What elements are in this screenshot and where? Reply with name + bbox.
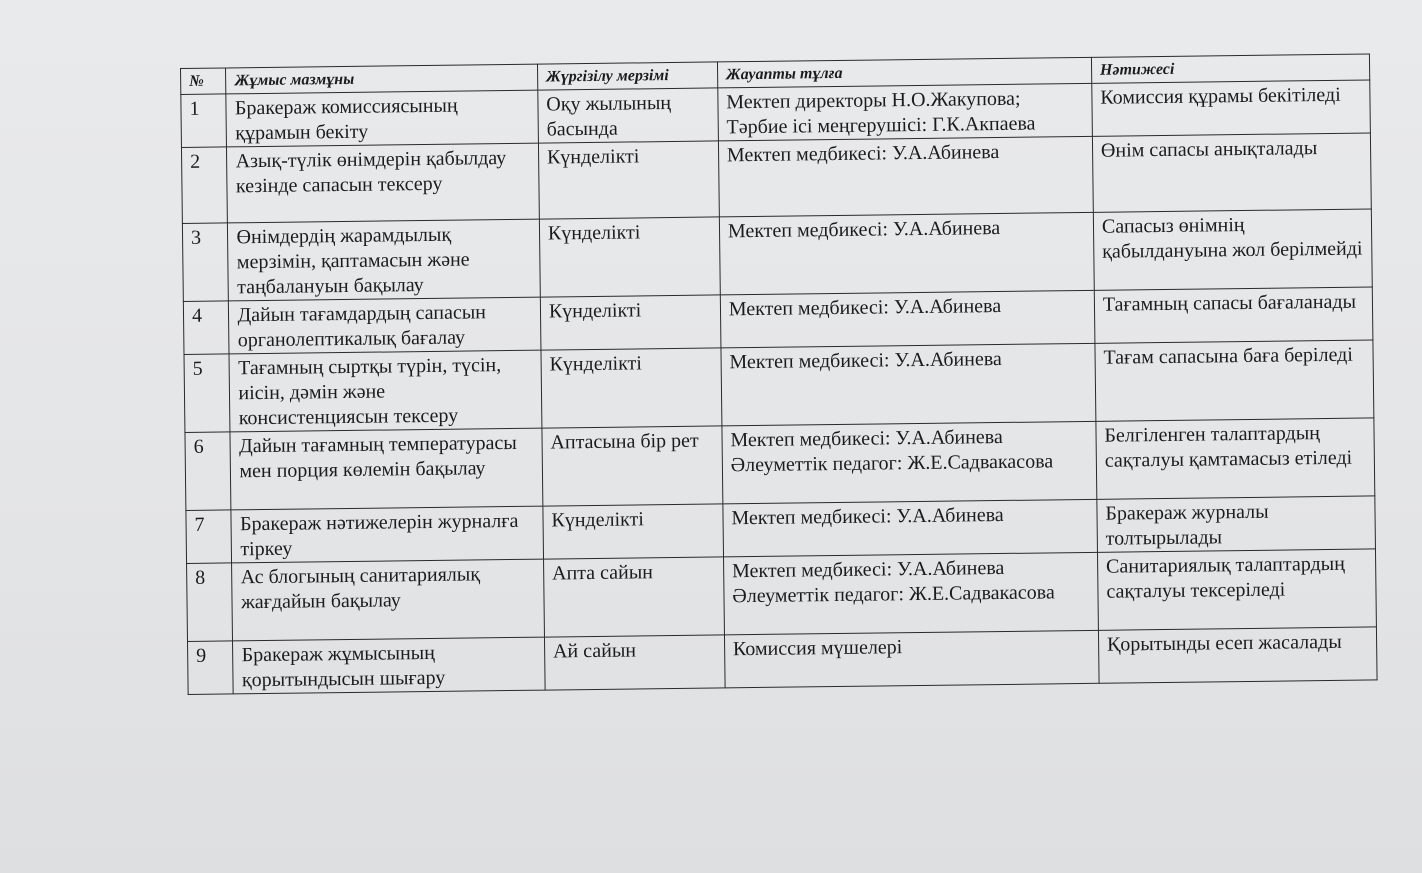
row-task: Өнімдердің жарамдылық мерзімін, қаптамасын және таңбалануын бақылау [228,219,540,301]
row-period: Апта сайын [543,557,724,637]
row-responsible: Мектеп медбикесі: У.А.Абинева [719,212,1094,295]
row-period: Күнделікті [540,295,721,350]
row-responsible: Мектеп директоры Н.О.Жакупова; Тәрбие ісі меңгерушісі: Г.К.Акпаева [718,83,1093,141]
header-period: Жүргізілу мерзімі [537,62,717,90]
table-row [181,133,1371,224]
row-number: 5 [184,354,230,433]
row-task: Бракераж комиссиясының құрамын бекіту [226,90,538,147]
row-responsible: Мектеп медбикесі: У.А.Абинева [723,499,1098,557]
row-task: Азық-түлік өнімдерін қабылдау кезінде сапасын тексеру [227,143,539,223]
row-number: 4 [183,301,229,355]
table-row [182,209,1372,302]
row-task: Дайын тағамдардың сапасын органолептикалық бағалау [229,297,541,354]
row-period: Аптасына бір рет [542,426,723,506]
row-task: Ас блогының санитариялық жағдайын бақылау [232,559,544,641]
table-row [184,340,1374,433]
row-period: Күнделікті [538,141,719,219]
row-responsible: Комиссия мүшелері [724,630,1099,688]
row-result: Қорытынды есеп жасалады [1098,627,1377,683]
row-number: 7 [186,510,232,564]
row-responsible: Мектеп медбикесі: У.А.Абинева Әлеуметтік педагог: Ж.Е.Садвакасова [723,552,1098,635]
row-task: Бракераж жұмысының қорытындысын шығару [233,637,545,694]
row-result: Комиссия құрамы бекітіледі [1092,80,1371,136]
row-task: Дайын тағамның температурасы мен порция көлемін бақылау [230,428,542,510]
row-number: 9 [188,641,234,695]
brakerage-plan-table [180,53,1378,694]
row-result: Тағамның сапасы бағаланады [1094,287,1373,343]
row-period: Күнделікті [543,504,724,559]
row-number: 1 [181,94,227,148]
row-task: Бракераж нәтижелерін журналға тіркеу [231,506,543,563]
row-result: Сапасыз өнімнің қабылдануына жол берілмейді [1093,209,1372,290]
header-task: Жұмыс мазмұны [226,64,538,94]
header-responsible: Жауапты тұлға [717,57,1091,88]
row-number: 8 [187,563,233,642]
row-number: 6 [185,432,231,511]
row-result: Өнім сапасы анықталады [1092,133,1371,212]
header-result: Нәтижесі [1091,54,1369,83]
row-responsible: Мектеп медбикесі: У.А.Абинева [718,136,1093,217]
row-result: Бракераж журналы толтырылады [1097,496,1376,552]
header-number: № [181,68,227,95]
row-period: Күнделікті [541,348,722,428]
row-number: 3 [182,223,228,302]
row-result: Санитариялық талаптардың сақталуы тексеріледі [1097,549,1376,630]
row-number: 2 [181,147,227,224]
table-row [187,549,1377,642]
row-result: Белгіленген талаптардың сақталуы қамтамасыз етіледі [1096,418,1375,499]
row-period: Оқу жылының басында [538,88,719,143]
row-period: Ай сайын [544,635,725,690]
table-row [185,418,1375,511]
row-responsible: Мектеп медбикесі: У.А.Абинева Әлеуметтік педагог: Ж.Е.Садвакасова [722,421,1097,504]
row-responsible: Мектеп медбикесі: У.А.Абинева [721,343,1096,426]
row-result: Тағам сапасына баға беріледі [1095,340,1374,421]
row-period: Күнделікті [539,217,720,297]
row-task: Тағамның сыртқы түрін, түсін, иісін, дәмін және консистенциясын тексеру [229,350,541,432]
row-responsible: Мектеп медбикесі: У.А.Абинева [720,290,1095,348]
